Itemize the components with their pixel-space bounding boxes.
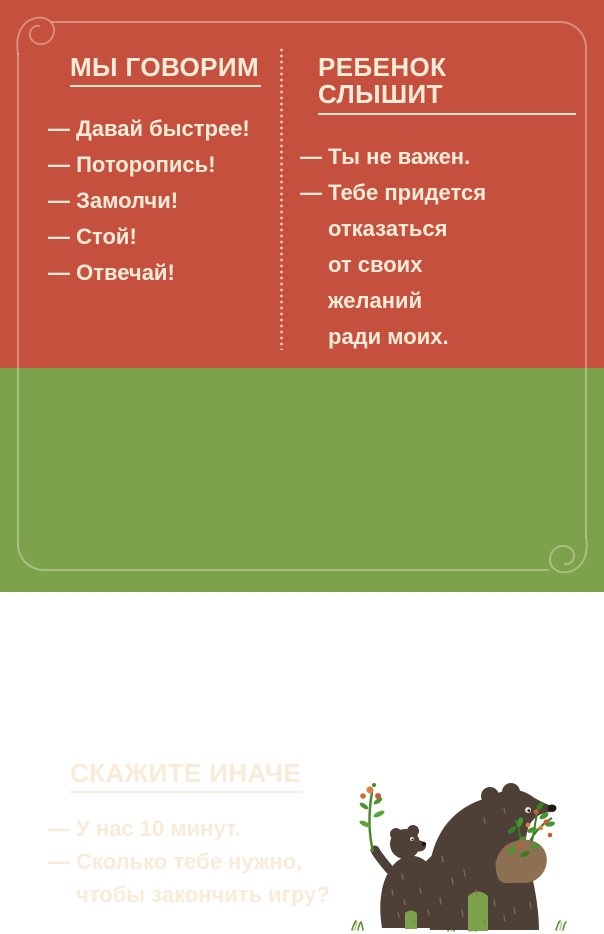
say-differently-list <box>48 812 358 911</box>
list-item-line: — Давай быстрее! <box>48 116 250 142</box>
child-hears-column <box>300 54 576 355</box>
say-differently-section <box>0 368 604 908</box>
list-item-line: — Сколько тебе нужно, <box>48 849 303 875</box>
list-item-line: — Ты не важен. <box>300 143 471 169</box>
list-item <box>300 175 576 355</box>
bear-cub-arm-up <box>375 850 390 870</box>
list-item-line: ради моих. <box>328 323 449 349</box>
list-item-line: — Замолчи! <box>48 188 179 214</box>
list-item-line: от своих <box>328 251 423 277</box>
dotted-divider <box>280 47 283 350</box>
bears-illustration <box>344 778 576 934</box>
list-item <box>48 255 280 291</box>
bear-cub-nose <box>422 842 426 846</box>
we-say-column <box>48 54 280 291</box>
child-hears-title: РЕБЕНОК СЛЫШИТ <box>318 54 576 115</box>
list-item <box>48 147 280 183</box>
list-item-line: — Поторопись! <box>48 152 216 178</box>
say-differently-title: СКАЖИТЕ ИНАЧЕ <box>70 760 303 793</box>
list-item-line: — Отвечай! <box>48 260 175 286</box>
list-item <box>48 111 280 147</box>
mother-bear-nose <box>548 805 557 812</box>
list-item <box>300 139 576 175</box>
bear-cub <box>375 825 443 929</box>
list-item-line: — Стой! <box>48 224 137 250</box>
list-item-line: отказаться <box>328 215 448 241</box>
say-differently-column <box>48 760 358 911</box>
list-item <box>48 812 358 845</box>
list-item <box>48 845 358 911</box>
list-item <box>48 219 280 255</box>
child-hears-list <box>300 139 576 355</box>
list-item-line: желаний <box>328 287 423 313</box>
we-say-title: МЫ ГОВОРИМ <box>70 54 261 87</box>
list-item <box>48 183 280 219</box>
we-say-list <box>48 111 280 291</box>
list-item-line: чтобы закончить игру? <box>76 882 330 908</box>
we-say-vs-child-hears-section <box>0 0 604 368</box>
flower-stem <box>359 783 386 852</box>
list-item-line: — У нас 10 минут. <box>48 816 241 842</box>
list-item-line: — Тебе придется <box>300 179 487 205</box>
